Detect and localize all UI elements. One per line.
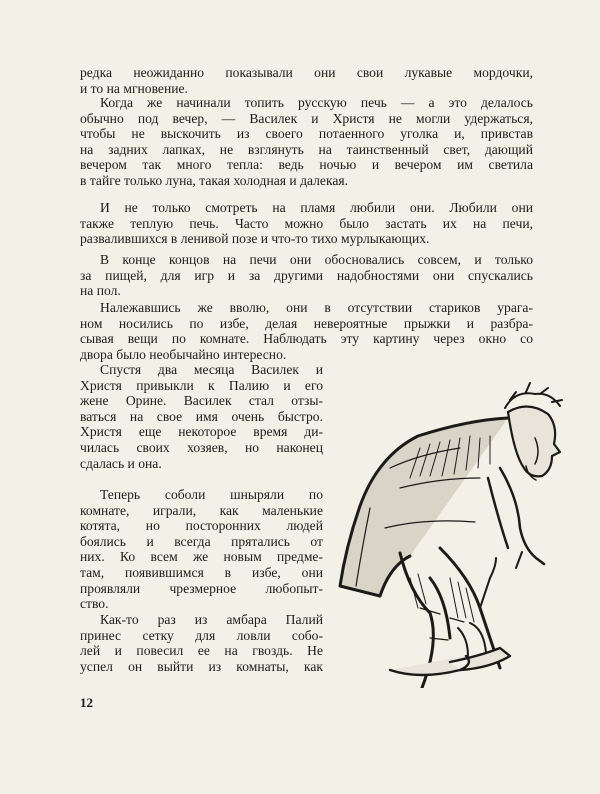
- old-man-sketch: [330, 378, 570, 688]
- paragraph: [80, 612, 323, 674]
- text-line: котята, но посторонних людей: [80, 518, 323, 534]
- text-line: Христя привыкли к Палию и его: [80, 377, 323, 393]
- text-line: также теплую печь. Часто можно было застать их на печи,: [80, 215, 533, 231]
- text-line: сдалась и она.: [80, 455, 162, 471]
- text-line: комнате, играли, как маленькие: [80, 502, 323, 518]
- text-line: В конце концов на печи они обосновались совсем, и только: [100, 252, 533, 267]
- text-line: успел он выйти из комнаты, как: [80, 658, 323, 674]
- text-line: Належавшись же вволю, они в отсутствии стариков урага-: [100, 300, 533, 315]
- text-line: принес сетку для ловли собо-: [80, 627, 323, 643]
- text-line: жене Орине. Василек стал отзы-: [80, 393, 323, 409]
- text-line: чтобы не выскочить из своего потаенного уголка и, привстав: [80, 126, 533, 142]
- text-line: чилась своих хозяев, но наконец: [80, 439, 323, 455]
- paragraph: [80, 95, 533, 189]
- text-line: на пол.: [80, 283, 121, 299]
- text-line: них. Ко всем же новым предме-: [80, 549, 323, 565]
- illustration-old-man-bending: [330, 378, 570, 688]
- text-line: двора было необычайно интересно.: [80, 346, 287, 362]
- text-line: проявляли чрезмерное любопыт-: [80, 580, 323, 596]
- text-line: редка неожиданно показывали они свои лукавые мордочки,: [80, 65, 533, 80]
- text-line: обычно под вечер, — Василек и Христя не могли удержаться,: [80, 110, 533, 126]
- paragraph: [80, 300, 533, 362]
- text-line: Христя еще некоторое время ди-: [80, 424, 323, 440]
- paragraph: [80, 65, 533, 96]
- page-number: 12: [80, 695, 93, 710]
- text-line: лей и повесил ее на гвоздь. Не: [80, 643, 323, 659]
- text-line: Теперь соболи шныряли по: [100, 487, 323, 502]
- text-line: Когда же начинали топить русскую печь — а это делалось: [100, 95, 533, 110]
- paragraph: [80, 487, 323, 612]
- paragraph: [80, 252, 533, 299]
- text-line: Спустя два месяца Василек и: [100, 362, 323, 377]
- text-line: ство.: [80, 596, 109, 612]
- text-line: в тайге только луна, такая холодная и далекая.: [80, 172, 349, 188]
- text-line: и то на мгновение.: [80, 80, 188, 96]
- text-line: ном носились по избе, делая невероятные прыжки и разбра-: [80, 315, 533, 331]
- text-line: на задних лапках, не взглянуть на таинственный свет, дающий: [80, 141, 533, 157]
- text-line: сывая вещи по комнате. Наблюдать эту картину через окно со: [80, 331, 533, 347]
- text-line: вечером так много тепла: ведь ночью и вечером им светила: [80, 157, 533, 173]
- paragraph: [80, 200, 533, 247]
- text-line: Как-то раз из амбара Палий: [100, 612, 323, 627]
- text-line: боялись и всегда прятались от: [80, 533, 323, 549]
- text-line: ваться на свое имя очень быстро.: [80, 408, 323, 424]
- text-line: за пищей, для игр и за другими надобностями они спускались: [80, 267, 533, 283]
- text-line: развалившихся в ленивой позе и что-то тихо мурлыкающих.: [80, 231, 430, 247]
- paragraph: [80, 362, 323, 471]
- text-line: И не только смотреть на пламя любили они. Любили они: [100, 200, 533, 215]
- text-line: там, появившимся в избе, они: [80, 564, 323, 580]
